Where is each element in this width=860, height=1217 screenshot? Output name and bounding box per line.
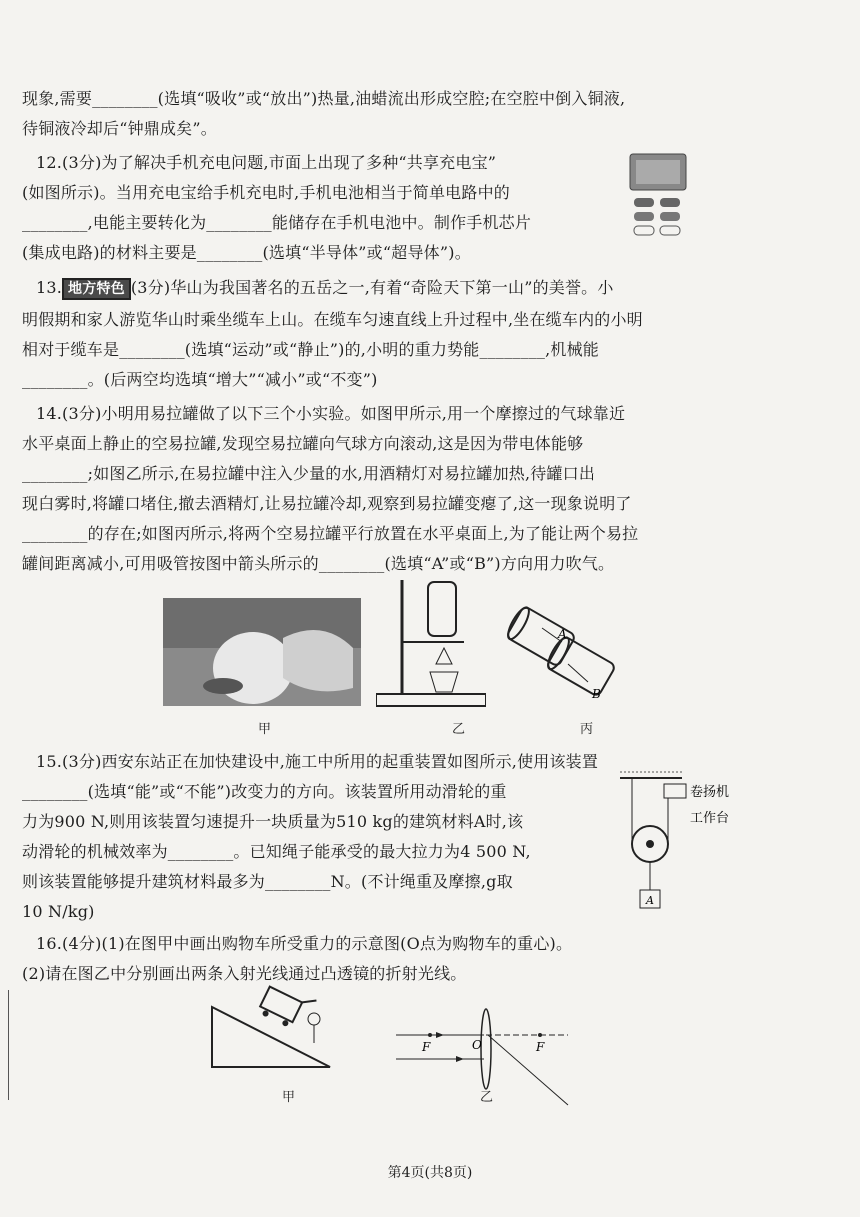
platform-label: 工作台 <box>690 811 730 826</box>
text-line: ________(选填“能”或“不能”)改变力的方向。该装置所用动滑轮的重 <box>22 782 507 801</box>
text-line: ________。(后两空均选填“增大”“减小”或“不变”) <box>22 370 378 389</box>
text-line: (如图所示)。当用充电宝给手机充电时,手机电池相当于简单电路中的 <box>22 183 510 202</box>
text-line: ________,电能主要转化为________能储存在手机电池中。制作手机芯片 <box>22 213 532 232</box>
text-line: 明假期和家人游览华山时乘坐缆车上山。在缆车匀速直线上升过程中,坐在缆车内的小明 <box>22 310 643 329</box>
question-13 <box>36 277 836 300</box>
figure-caption: 丙 <box>580 722 594 737</box>
figure-caption: 甲 <box>282 1090 296 1105</box>
question-14: 14.(3分)小明用易拉罐做了以下三个小实验。如图甲所示,用一个摩擦过的气球靠近 <box>36 404 626 423</box>
text-line: 力为900 N,则用该装置匀速提升一块质量为510 kg的建筑材料A时,该 <box>22 812 524 831</box>
direction-label-a: A <box>558 627 567 641</box>
text-line: 现白雾时,将罐口堵住,撤去酒精灯,让易拉罐冷却,观察到易拉罐变瘪了,这一现象说明了 <box>22 494 632 513</box>
text-line: 10 N/kg) <box>22 902 95 921</box>
question-text: (3分)华山为我国著名的五岳之一,有着“奇险天下第一山”的美誉。小 <box>130 278 614 297</box>
text-line: 待铜液冷却后“钟鼎成矣”。 <box>22 119 217 138</box>
text-line: 罐间距离减小,可用吸管按图中箭头所示的________(选填“A”或“B”)方向用力吹气。 <box>22 554 615 573</box>
focus-label-right: F <box>536 1040 545 1054</box>
question-16: 16.(4分)(1)在图甲中画出购物车所受重力的示意图(O点为购物车的重心)。 <box>36 934 573 953</box>
question-12: 12.(3分)为了解决手机充电问题,市面上出现了多种“共享充电宝” <box>36 153 497 172</box>
direction-label-b: B <box>592 687 601 701</box>
text-line: ________;如图乙所示,在易拉罐中注入少量的水,用酒精灯对易拉罐加热,待罐口出 <box>22 464 596 483</box>
text-line: (集成电路)的材料主要是________(选填“半导体”或“超导体”)。 <box>22 243 471 262</box>
figure-caption: 乙 <box>452 722 466 737</box>
cart-slope-figure <box>210 985 336 1075</box>
local-feature-tag: 地方特色 <box>62 278 131 300</box>
question-number: 13. <box>36 278 63 297</box>
margin-line <box>8 990 9 1100</box>
text-line: (2)请在图乙中分别画出两条入射光线通过凸透镜的折射光线。 <box>22 964 467 983</box>
text-line: 相对于缆车是________(选填“运动”或“静止”)的,小明的重力势能________,机械能 <box>22 340 599 359</box>
crane-pulley-figure <box>610 770 770 918</box>
figure-caption: 乙 <box>480 1090 494 1105</box>
text-line: 动滑轮的机械效率为________。已知绳子能承受的最大拉力为4 500 N, <box>22 842 531 861</box>
focus-label-left: F <box>422 1040 431 1054</box>
text-line: 水平桌面上静止的空易拉罐,发现空易拉罐向气球方向滚动,这是因为带电体能够 <box>22 434 584 453</box>
text-line: ________的存在;如图丙所示,将两个空易拉罐平行放置在水平桌面上,为了能让两个易拉 <box>22 524 639 543</box>
winch-label: 卷扬机 <box>690 785 730 800</box>
two-cans-figure <box>500 598 620 708</box>
figure-caption: 甲 <box>258 722 272 737</box>
page-footer: 第4页(共8页) <box>387 1165 473 1181</box>
power-bank-figure <box>626 150 690 250</box>
heating-stand-figure <box>376 576 486 714</box>
question-15: 15.(3分)西安东站正在加快建设中,施工中所用的起重装置如图所示,使用该装置 <box>36 752 599 771</box>
load-label: A <box>646 894 654 907</box>
text-line: 现象,需要________(选填“吸收”或“放出”)热量,油蜡流出形成空腔;在空腔中倒入铜液, <box>22 89 626 108</box>
balloon-photo <box>163 598 361 706</box>
optical-center-label: O <box>472 1038 482 1052</box>
text-line: 则该装置能够提升建筑材料最多为________N。(不计绳重及摩擦,g取 <box>22 872 513 891</box>
